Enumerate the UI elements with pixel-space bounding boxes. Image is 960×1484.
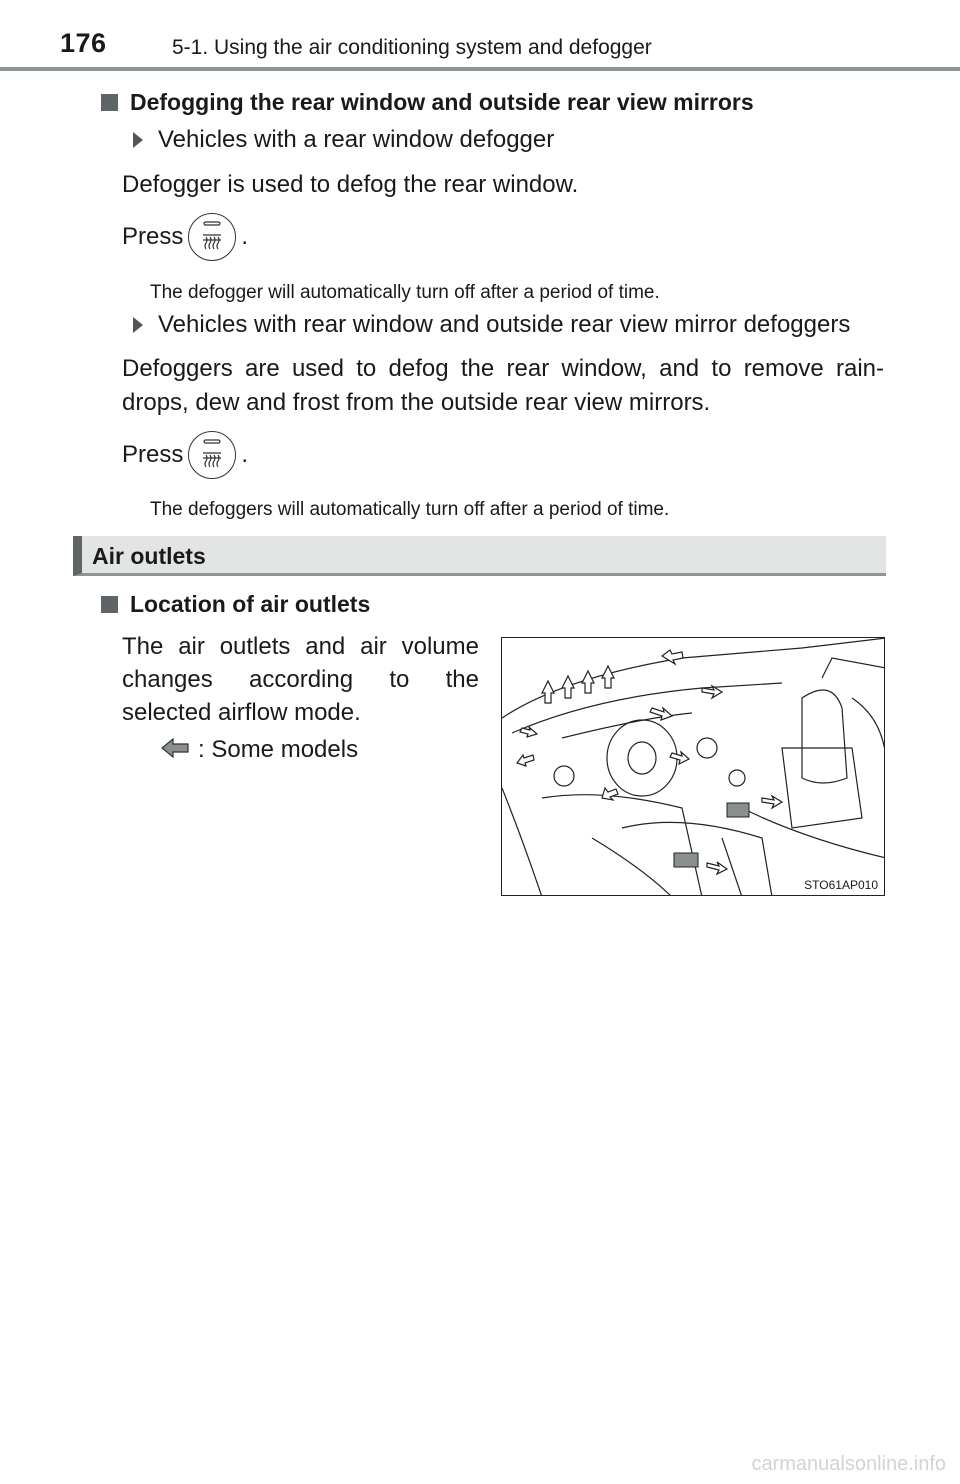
section-title: Air outlets: [92, 543, 206, 569]
header-rule: [0, 67, 960, 71]
item-rear-defogger: Vehicles with a rear window defogger: [133, 126, 554, 154]
rear-defogger-icon: [188, 431, 236, 479]
triangle-bullet-icon: [133, 317, 143, 333]
item1-note: The defogger will automatically turn off after a period of time.: [150, 282, 660, 303]
item1-text: Defogger is used to defog the rear window.: [122, 171, 579, 198]
air-outlets-text: The air outlets and air volume changes according to the selected airflow mode.: [122, 633, 479, 726]
header-title: 5-1. Using the air conditioning system and defogger: [172, 36, 652, 59]
rear-defogger-icon: [188, 213, 236, 261]
illustration-code: STO61AP010: [804, 878, 878, 892]
car-interior-drawing: [502, 638, 885, 896]
press-line-2: Press .: [122, 431, 248, 479]
square-bullet-icon: [101, 596, 118, 613]
item2-note: The defoggers will automatically turn off after a period of time.: [150, 499, 670, 520]
defog-heading: Defogging the rear window and outside rear view mirrors: [101, 89, 754, 116]
legend: : Some models: [160, 733, 358, 767]
square-bullet-icon: [101, 94, 118, 111]
gray-arrow-icon: [160, 736, 190, 765]
press-line-1: Press .: [122, 213, 248, 261]
air-outlets-heading: Location of air outlets: [101, 591, 370, 618]
item-rear-and-mirror-defoggers: Vehicles with rear window and outside rear view mirror defoggers: [133, 311, 850, 339]
item2-text: Defoggers are used to defog the rear window, and to remove rain-drops, dew and frost from the outside rear view mirrors.: [122, 355, 884, 416]
triangle-bullet-icon: [133, 132, 143, 148]
air-outlets-illustration: [501, 637, 885, 896]
page-number: 176: [60, 28, 107, 58]
watermark: carmanualsonline.info: [751, 1453, 946, 1475]
